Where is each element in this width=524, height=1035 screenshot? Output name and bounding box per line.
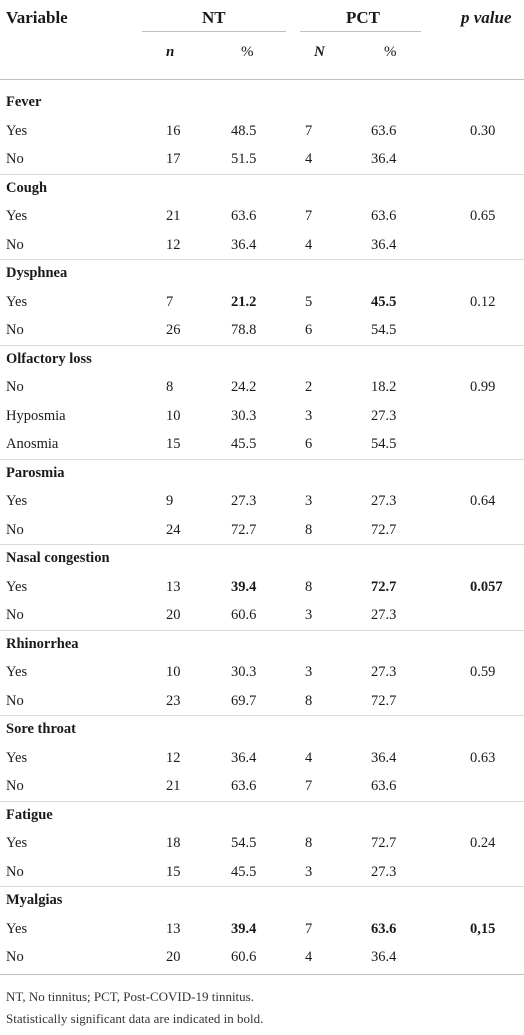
cell-nt-n: 15 <box>166 863 181 880</box>
group-divider <box>0 174 524 175</box>
cell-p: 0.63 <box>470 749 496 766</box>
cell-nt-pct: 24.2 <box>231 379 257 395</box>
group-divider <box>0 459 524 460</box>
row-label: No <box>6 151 24 167</box>
header-nt: NT <box>202 8 226 27</box>
cell-p: 0.59 <box>470 664 496 680</box>
cell-pct-pct: 72.7 <box>371 692 397 709</box>
row-label: Yes <box>6 122 28 139</box>
cell-pct-pct: 63.6 <box>371 778 397 794</box>
cell-nt-n: 21 <box>166 778 181 794</box>
group-heading: Sore throat <box>6 721 76 737</box>
cell-nt-pct: 78.8 <box>231 322 257 338</box>
cell-pct-n: 7 <box>305 778 313 794</box>
row-label: No <box>6 692 24 709</box>
cell-nt-n: 20 <box>166 607 181 623</box>
cell-p: 0.057 <box>470 578 503 595</box>
group-heading: Cough <box>6 179 48 196</box>
cell-nt-pct: 72.7 <box>231 521 257 538</box>
row-label: Yes <box>6 208 28 224</box>
row-label: No <box>6 322 24 338</box>
cell-pct-pct: 54.5 <box>371 436 397 452</box>
cell-nt-pct: 36.4 <box>231 236 257 253</box>
cell-nt-n: 26 <box>166 322 181 338</box>
cell-pct-n: 8 <box>305 521 313 538</box>
cell-nt-n: 13 <box>166 578 181 595</box>
row-label: Anosmia <box>6 436 59 452</box>
cell-pct-n: 3 <box>305 664 313 680</box>
cell-nt-pct: 60.6 <box>231 607 257 623</box>
group-heading: Dysphnea <box>6 265 68 281</box>
cell-nt-n: 10 <box>166 407 181 424</box>
row-label: No <box>6 778 24 794</box>
cell-nt-pct: 60.6 <box>231 949 257 965</box>
cell-pct-pct: 63.6 <box>371 122 397 139</box>
cell-nt-n: 21 <box>166 208 181 224</box>
cell-pct-n: 4 <box>305 949 313 965</box>
cell-nt-n: 16 <box>166 122 181 139</box>
cell-nt-n: 10 <box>166 664 181 680</box>
row-label: Yes <box>6 293 28 310</box>
cell-pct-n: 7 <box>305 208 313 224</box>
cell-nt-n: 15 <box>166 436 181 452</box>
cell-nt-n: 8 <box>166 379 174 395</box>
group-heading: Rhinorrhea <box>6 635 79 652</box>
group-heading: Fatigue <box>6 806 53 823</box>
cell-nt-pct: 30.3 <box>231 664 257 680</box>
footnote-abbreviations: NT, No tinnitus; PCT, Post-COVID-19 tinnitus. <box>6 989 254 1004</box>
cell-nt-n: 13 <box>166 920 181 937</box>
cell-pct-n: 6 <box>305 436 313 452</box>
row-label: Yes <box>6 664 28 680</box>
cell-nt-pct: 21.2 <box>231 293 257 310</box>
cell-pct-n: 3 <box>305 863 313 880</box>
row-label: Yes <box>6 493 28 509</box>
row-label: No <box>6 379 24 395</box>
cell-p: 0.12 <box>470 293 496 310</box>
cell-pct-pct: 27.3 <box>371 493 397 509</box>
footnote-bold: Statistically significant data are indicated in bold. <box>6 1011 264 1026</box>
header-rule-pct <box>300 31 421 32</box>
cell-nt-pct: 51.5 <box>231 151 257 167</box>
cell-pct-pct: 45.5 <box>371 293 397 310</box>
row-label: No <box>6 949 24 965</box>
cell-pct-pct: 63.6 <box>371 920 397 937</box>
cell-nt-pct: 54.5 <box>231 835 257 851</box>
cell-p: 0,15 <box>470 920 496 937</box>
cell-pct-pct: 27.3 <box>371 407 397 424</box>
row-label: Yes <box>6 920 28 937</box>
cell-pct-n: 4 <box>305 749 313 766</box>
cell-nt-pct: 36.4 <box>231 749 257 766</box>
row-label: No <box>6 521 24 538</box>
cell-nt-pct: 69.7 <box>231 692 257 709</box>
table-bottom-rule <box>0 974 524 975</box>
cell-pct-n: 8 <box>305 835 313 851</box>
row-label: No <box>6 863 24 880</box>
cell-p: 0.24 <box>470 835 496 851</box>
cell-nt-pct: 27.3 <box>231 493 257 509</box>
cell-pct-pct: 63.6 <box>371 208 397 224</box>
cell-p: 0.64 <box>470 493 496 509</box>
cell-nt-pct: 63.6 <box>231 778 257 794</box>
cell-nt-n: 23 <box>166 692 181 709</box>
row-label: Yes <box>6 749 28 766</box>
cell-pct-n: 5 <box>305 293 313 310</box>
header-p-value: p value <box>461 8 512 27</box>
cell-pct-pct: 36.4 <box>371 749 397 766</box>
row-label: No <box>6 607 24 623</box>
cell-pct-n: 7 <box>305 122 313 139</box>
header-variable: Variable <box>6 8 68 27</box>
row-label: No <box>6 236 24 253</box>
cell-pct-n: 8 <box>305 578 313 595</box>
cell-pct-pct: 18.2 <box>371 379 397 395</box>
cell-pct-n: 4 <box>305 151 313 167</box>
group-divider <box>0 544 524 545</box>
cell-pct-pct: 54.5 <box>371 322 397 338</box>
cell-nt-pct: 30.3 <box>231 407 257 424</box>
cell-pct-n: 3 <box>305 493 313 509</box>
header-pct: PCT <box>346 8 380 27</box>
group-divider <box>0 345 524 346</box>
cell-nt-n: 12 <box>166 236 181 253</box>
cell-nt-pct: 45.5 <box>231 436 257 452</box>
cell-p: 0.30 <box>470 122 496 139</box>
cell-nt-n: 7 <box>166 293 174 310</box>
cell-pct-n: 8 <box>305 692 313 709</box>
group-divider <box>0 801 524 802</box>
cell-pct-pct: 72.7 <box>371 521 397 538</box>
cell-p: 0.99 <box>470 379 496 395</box>
row-label: Yes <box>6 578 28 595</box>
group-heading: Nasal congestion <box>6 550 110 566</box>
cell-p: 0.65 <box>470 208 496 224</box>
group-heading: Olfactory loss <box>6 350 92 367</box>
cell-nt-pct: 63.6 <box>231 208 257 224</box>
group-divider <box>0 259 524 260</box>
header-rule-nt <box>142 31 286 32</box>
cell-pct-pct: 27.3 <box>371 607 397 623</box>
header-pct-n: N <box>314 44 325 60</box>
cell-pct-pct: 72.7 <box>371 578 397 595</box>
cell-pct-pct: 27.3 <box>371 863 397 880</box>
group-divider <box>0 886 524 887</box>
cell-pct-pct: 36.4 <box>371 236 397 253</box>
header-bottom-rule <box>0 79 524 80</box>
cell-pct-pct: 72.7 <box>371 835 397 851</box>
group-heading: Fever <box>6 94 42 110</box>
cell-pct-n: 2 <box>305 379 313 395</box>
cell-pct-n: 4 <box>305 236 313 253</box>
cell-nt-n: 17 <box>166 151 181 167</box>
cell-pct-pct: 27.3 <box>371 664 397 680</box>
cell-pct-n: 6 <box>305 322 313 338</box>
header-nt-n: n <box>166 44 175 60</box>
cell-nt-n: 9 <box>166 493 174 509</box>
group-divider <box>0 630 524 631</box>
group-divider <box>0 715 524 716</box>
cell-nt-n: 12 <box>166 749 181 766</box>
group-heading: Myalgias <box>6 892 63 908</box>
group-heading: Parosmia <box>6 464 65 481</box>
cell-nt-pct: 39.4 <box>231 920 257 937</box>
header-nt-pct: % <box>241 44 254 60</box>
cell-pct-pct: 36.4 <box>371 151 397 167</box>
cell-pct-pct: 36.4 <box>371 949 397 965</box>
cell-pct-n: 3 <box>305 407 313 424</box>
cell-pct-n: 3 <box>305 607 313 623</box>
cell-nt-n: 18 <box>166 835 181 851</box>
cell-nt-pct: 45.5 <box>231 863 257 880</box>
cell-nt-pct: 48.5 <box>231 122 257 139</box>
cell-nt-pct: 39.4 <box>231 578 257 595</box>
header-pct-pct: % <box>384 44 397 60</box>
cell-nt-n: 20 <box>166 949 181 965</box>
cell-nt-n: 24 <box>166 521 181 538</box>
row-label: Yes <box>6 835 28 851</box>
row-label: Hyposmia <box>6 407 66 424</box>
cell-pct-n: 7 <box>305 920 313 937</box>
